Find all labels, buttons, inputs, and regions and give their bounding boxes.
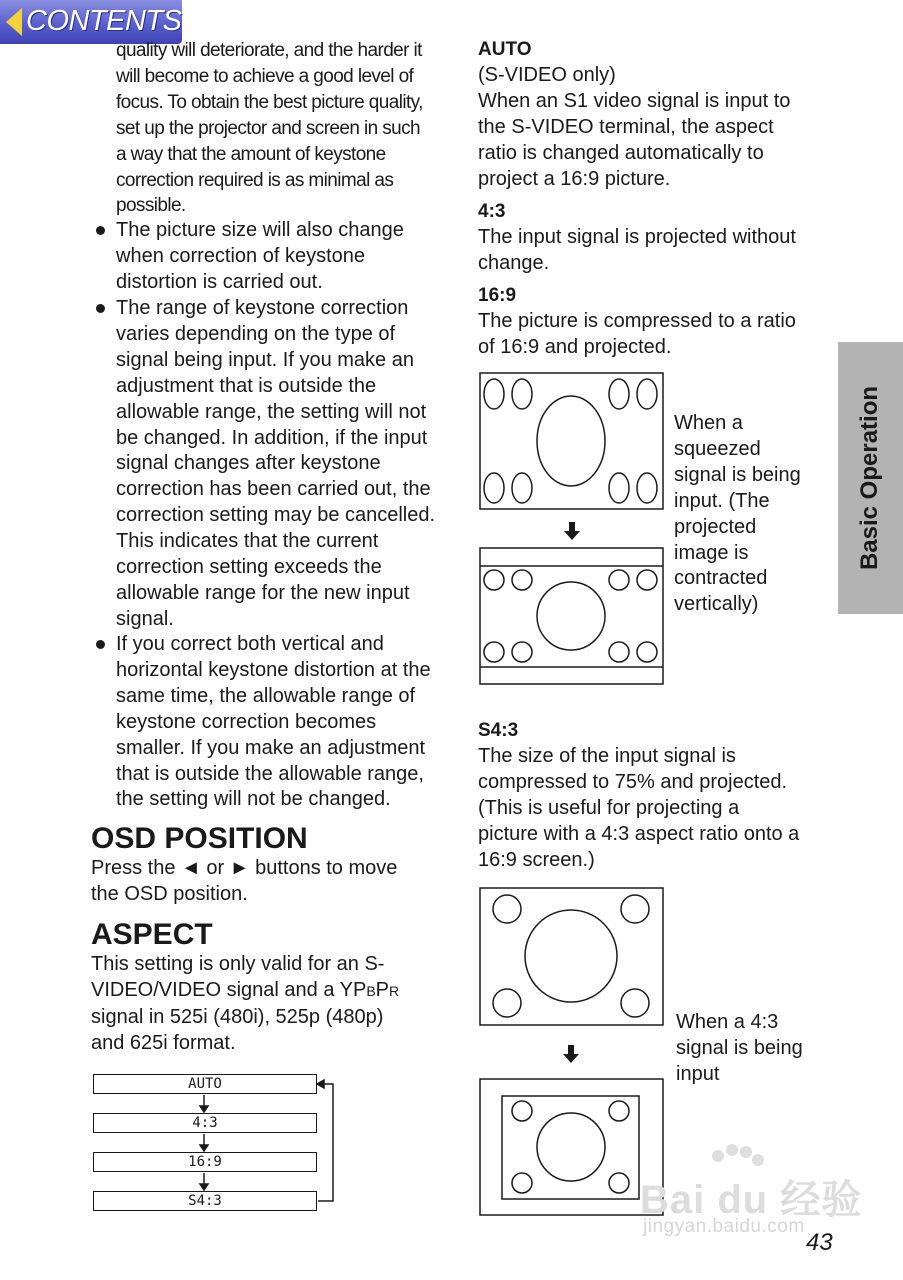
text-line: compressed to 75% and projected.: [478, 770, 788, 793]
text-line: set up the projector and screen in such: [116, 117, 421, 139]
text-line: The input signal is projected without: [478, 226, 796, 248]
text-line: signal.: [116, 607, 174, 630]
text-line: The picture size will also change: [116, 219, 404, 241]
text-line: focus. To obtain the best picture quality,: [116, 91, 423, 113]
text-line: change.: [478, 251, 550, 274]
s4-3-caption: [676, 1010, 803, 1088]
flow-box-auto: AUTO: [93, 1074, 317, 1094]
text-line: same time, the allowable range of: [116, 684, 416, 707]
text-line: and 625i format.: [91, 1031, 236, 1054]
ratio-16-9-heading: 16:9: [478, 285, 517, 306]
text-line: quality will deteriorate, and the harder it: [116, 40, 422, 61]
osd-position-text: [91, 856, 397, 908]
text-line: contracted: [674, 567, 768, 590]
text-line: Press the ◄ or ► buttons to move: [91, 857, 398, 879]
text-line: signal being input. If you make an: [116, 348, 414, 371]
text-line: (This is useful for projecting a: [478, 796, 740, 819]
text-line: picture with a 4:3 aspect ratio onto a: [478, 822, 800, 845]
text-line: that is outside the allowable range,: [116, 762, 424, 785]
text-line: When an S1 video signal is input to: [478, 89, 791, 112]
down-arrow-icon: [563, 1045, 579, 1063]
text-line: the OSD position.: [91, 882, 248, 905]
text-line: horizontal keystone distortion at the: [116, 658, 431, 681]
text-line: the S-VIDEO terminal, the aspect: [478, 115, 774, 138]
text-line: will become to achieve a good level of: [116, 65, 414, 87]
text-line: correction has been carried out, the: [116, 478, 431, 501]
down-arrow-icon: [564, 522, 580, 540]
text-line: projected: [674, 515, 757, 538]
back-arrow-icon[interactable]: [6, 8, 22, 36]
ratio-4-3-heading: 4:3: [478, 201, 506, 222]
squeezed-signal-illustration: [478, 370, 668, 688]
text-line: squeezed: [674, 437, 761, 460]
s4-3-heading: S4:3: [478, 720, 519, 741]
flow-box-16-9: 16:9: [93, 1152, 317, 1172]
down-arrow-icon: [200, 1184, 208, 1190]
text-line: signal in 525i (480i), 525p (480p): [91, 1005, 384, 1028]
text-line: The range of keystone correction: [116, 297, 409, 319]
auto-heading: AUTO: [478, 39, 532, 60]
text-line: (S-VIDEO only): [478, 64, 616, 86]
aspect-text: [91, 952, 399, 1057]
text-line: be changed. In addition, if the input: [116, 426, 428, 449]
bullet-icon: [96, 640, 105, 649]
ratio-4-3-text: [478, 225, 796, 277]
text-line: input: [676, 1062, 720, 1085]
text-line: The picture is compressed to a ratio: [478, 310, 796, 332]
text-line: allowable range for the new input: [116, 581, 410, 604]
text-line: possible.: [116, 195, 186, 217]
text-line: keystone correction becomes: [116, 710, 377, 733]
watermark-url: jingyan.baidu.com: [643, 1216, 805, 1237]
page-number: 43: [806, 1229, 833, 1256]
text-line: This indicates that the current: [116, 530, 379, 553]
text-line: The size of the input signal is: [478, 745, 736, 767]
section-tab-label: Basic Operation: [856, 385, 884, 571]
ratio-16-9-caption: [674, 411, 801, 618]
text-line: input. (The: [674, 489, 770, 512]
text-line: varies depending on the type of: [116, 322, 396, 345]
text-line: distortion is carried out.: [116, 270, 323, 293]
text-line: 16:9 screen.): [478, 848, 595, 871]
flow-connectors: [90, 1070, 350, 1220]
s4-3-text: [478, 744, 799, 874]
text-line: signal changes after keystone: [116, 452, 381, 475]
text-line: When a 4:3: [676, 1011, 779, 1033]
bullet-icon: [96, 304, 105, 313]
bullet-item: [116, 218, 404, 296]
auto-text: [478, 63, 790, 193]
text-line: smaller. If you make an adjustment: [116, 736, 426, 759]
flow-box-s4-3: S4:3: [93, 1191, 317, 1211]
osd-position-heading: OSD POSITION: [91, 822, 308, 855]
text-line: correction setting may be cancelled.: [116, 504, 436, 527]
bullet-item: [116, 296, 435, 633]
contents-label[interactable]: CONTENTS: [26, 5, 182, 37]
text-line: This setting is only valid for an S-: [91, 953, 385, 975]
text-line: correction required is as minimal as: [116, 169, 394, 191]
text-line: a way that the amount of keystone: [116, 143, 386, 165]
intro-paragraph: [116, 38, 423, 219]
bullet-icon: [96, 226, 105, 235]
text-line: signal is being: [674, 463, 801, 486]
flow-box-4-3: 4:3: [93, 1113, 317, 1133]
text-line: when correction of keystone: [116, 244, 366, 267]
text-line: the setting will not be changed.: [116, 788, 391, 811]
text-line: image is: [674, 541, 749, 564]
text-line: ratio is changed automatically to: [478, 141, 764, 164]
text-line: of 16:9 and projected.: [478, 335, 672, 358]
text-line: When a: [674, 412, 743, 434]
aspect-heading: ASPECT: [91, 918, 213, 951]
text-line: If you correct both vertical and: [116, 633, 384, 655]
text-line: VIDEO/VIDEO signal and a YPBPR: [91, 978, 400, 1001]
watermark-brand: Bai du 经验: [640, 1178, 863, 1222]
text-line: allowable range, the setting will not: [116, 400, 427, 423]
text-line: signal is being: [676, 1036, 803, 1059]
down-arrow-icon: [200, 1106, 208, 1112]
text-line: correction setting exceeds the: [116, 556, 382, 579]
text-line: vertically): [674, 593, 759, 616]
left-arrow-icon: [317, 1080, 324, 1088]
text-line: adjustment that is outside the: [116, 374, 377, 397]
text-line: project a 16:9 picture.: [478, 167, 671, 190]
ratio-16-9-text: [478, 309, 796, 361]
down-arrow-icon: [200, 1145, 208, 1151]
bullet-item: [116, 632, 431, 813]
